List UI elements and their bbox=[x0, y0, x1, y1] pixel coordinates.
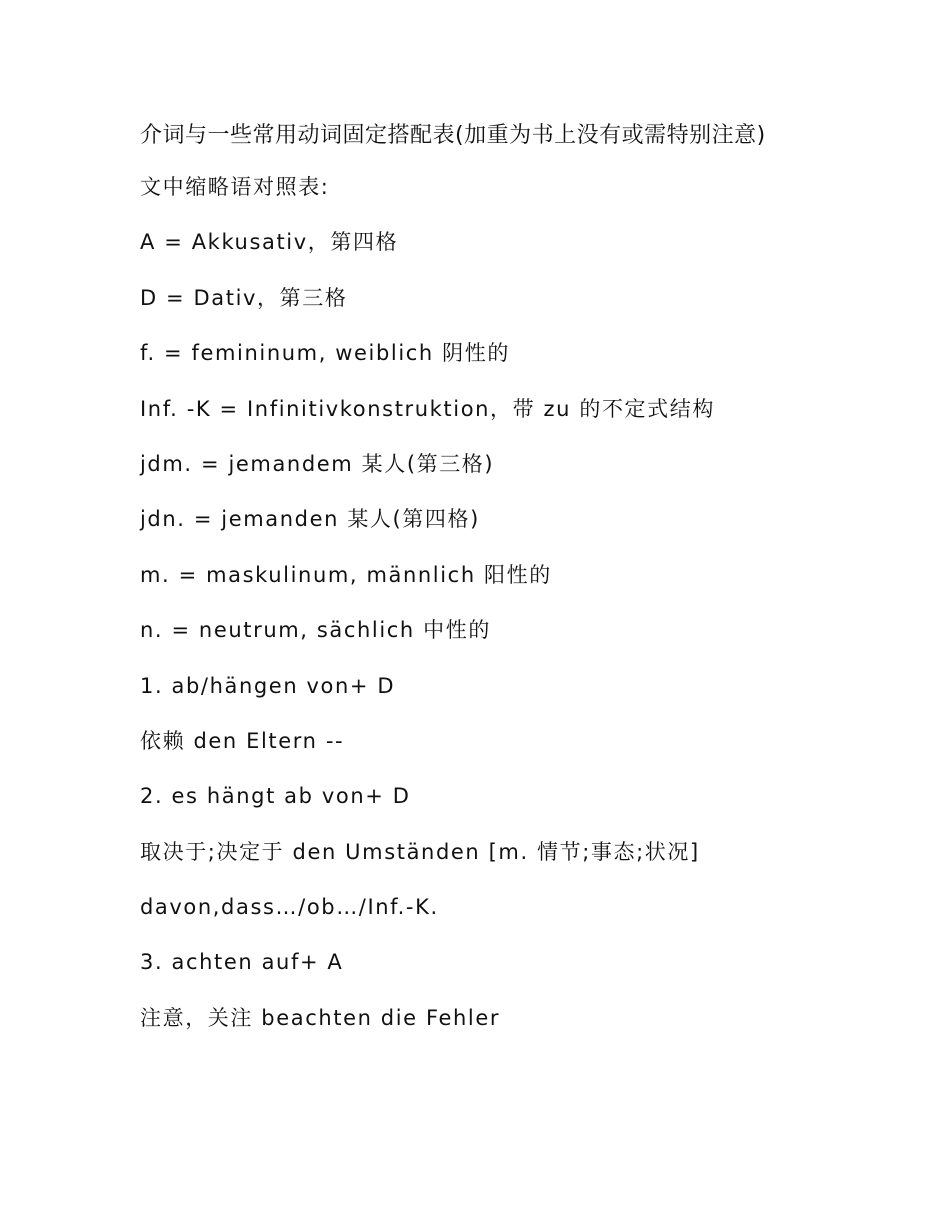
abbreviation-dativ: D = Dativ，第三格 bbox=[140, 285, 348, 310]
abbreviation-femininum: f. = femininum, weiblich 阴性的 bbox=[140, 341, 510, 366]
abbreviation-heading: 文中缩略语对照表: bbox=[140, 175, 330, 199]
abbreviation-jemanden: jdn. = jemanden 某人(第四格) bbox=[140, 507, 480, 532]
entry-1-verb: 1. ab/hängen von+ D bbox=[140, 673, 396, 698]
document-title: 介词与一些常用动词固定搭配表(加重为书上没有或需特别注意) bbox=[140, 123, 766, 148]
entry-3-example: 注意，关注 beachten die Fehler bbox=[140, 1005, 501, 1030]
entry-3-verb: 3. achten auf+ A bbox=[140, 950, 344, 975]
abbreviation-akkusativ: A = Akkusativ，第四格 bbox=[140, 230, 399, 255]
entry-2-example: 取决于;决定于 den Umständen [m. 情节;事态;状况] bbox=[140, 839, 700, 864]
abbreviation-maskulinum: m. = maskulinum, männlich 阳性的 bbox=[140, 562, 552, 587]
abbreviation-infinitivkonstruktion: Inf. -K = Infinitivkonstruktion，带 zu 的不定式结构 bbox=[140, 396, 715, 421]
abbreviation-jemandem: jdm. = jemandem 某人(第三格) bbox=[140, 451, 495, 476]
abbreviation-neutrum: n. = neutrum, sächlich 中性的 bbox=[140, 618, 491, 643]
entry-2-verb: 2. es hängt ab von+ D bbox=[140, 784, 411, 809]
entry-1-example: 依赖 den Eltern -- bbox=[140, 728, 345, 753]
document-body bbox=[140, 118, 820, 1059]
entry-2-usage: davon,dass…/ob…/Inf.-K. bbox=[140, 895, 439, 920]
